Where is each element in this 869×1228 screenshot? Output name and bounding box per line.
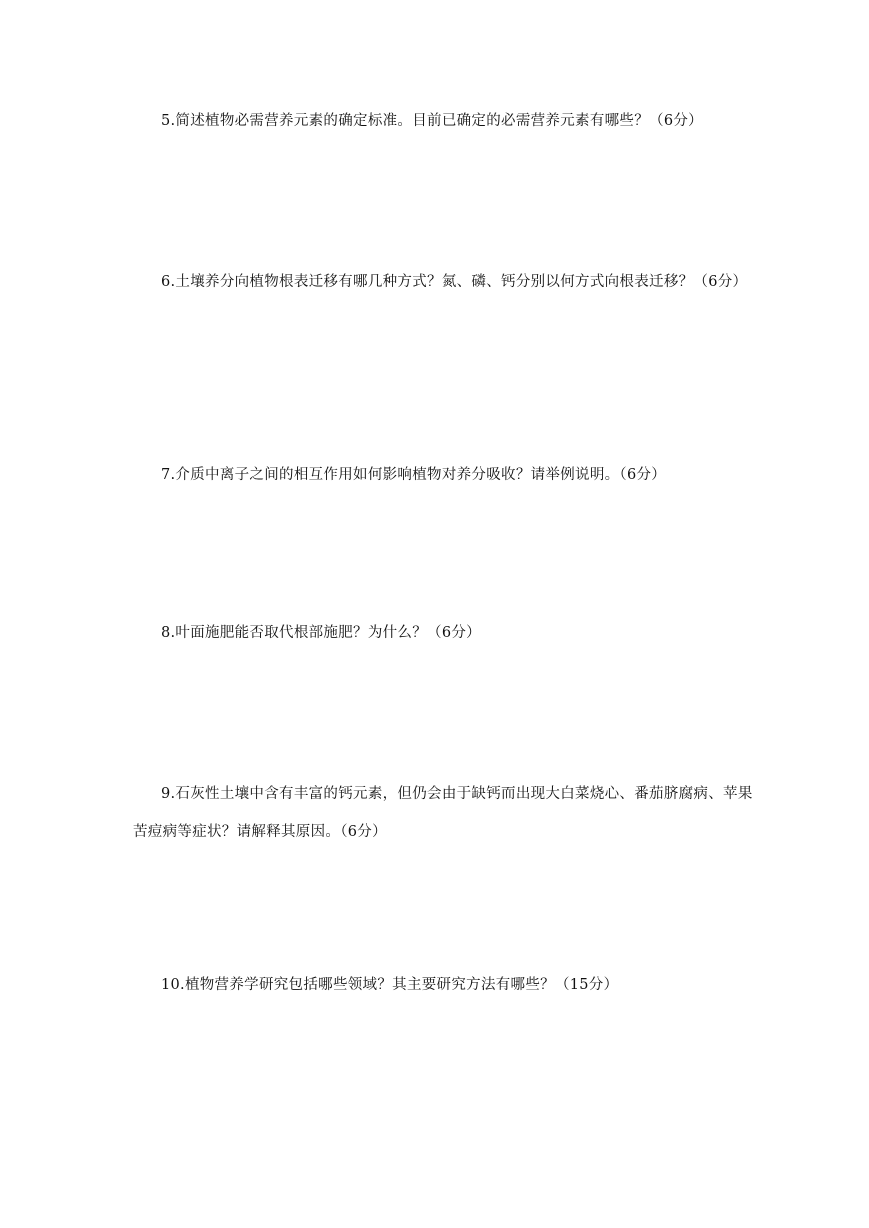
question-8: 8.叶面施肥能否取代根部施肥？为什么？（6分）	[161, 625, 481, 641]
question-10: 10.植物营养学研究包括哪些领域？其主要研究方法有哪些？（15分）	[161, 977, 619, 993]
question-7: 7.介质中离子之间的相互作用如何影响植物对养分吸收？请举例说明。（6分）	[161, 467, 667, 483]
question-6: 6.土壤养分向植物根表迁移有哪几种方式？氮、磷、钙分别以何方式向根表迁移？（6分）	[161, 274, 748, 290]
question-5: 5.简述植物必需营养元素的确定标准。目前已确定的必需营养元素有哪些？（6分）	[161, 113, 703, 129]
question-9: 9.石灰性土壤中含有丰富的钙元素，但仍会由于缺钙而出现大白菜烧心、番茄脐腐病、苹果苦痘病等症状？请解释其原因。（6分）	[133, 786, 753, 840]
